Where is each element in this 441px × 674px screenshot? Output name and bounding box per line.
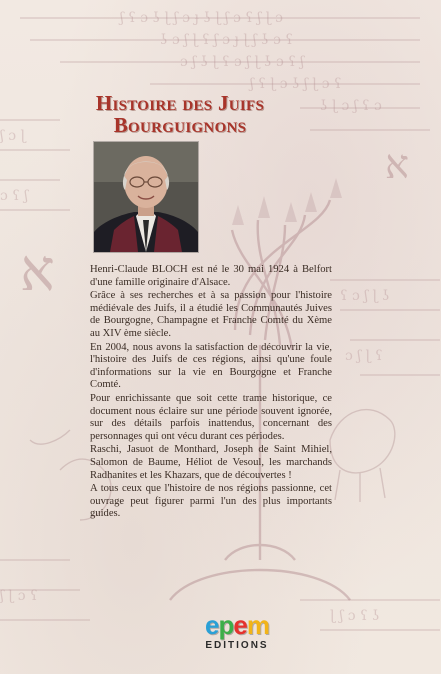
svg-text:ʃ ɭ ɔ ʕ: ʃ ɭ ɔ ʕ	[0, 588, 38, 604]
svg-text:א: א	[20, 236, 55, 304]
book-title	[70, 92, 290, 136]
paragraph-2: Grâce à ses recherches et à sa passion pour l'histoire médiévale des Juifs, il a étudié les Communautés Juives de Bourgogne, Champagne et Franche Comté du Xème au XIV ème siècle.	[90, 290, 332, 339]
title-line-1: Histoire des Juifs	[95, 91, 265, 115]
paragraph-1: Henri-Claude BLOCH est né le 30 mai 1924 à Belfort d'une famille originaire d'Alsace.	[90, 264, 332, 288]
svg-text:ɭ ʃ ɔ ʕ ʖ: ɭ ʃ ɔ ʕ ʖ	[330, 608, 380, 624]
logo-letter-1: e	[205, 610, 219, 640]
publisher-logo	[192, 612, 282, 662]
logo-letter-2: p	[218, 610, 234, 640]
svg-text:ʕ ɔ ʃ ɭ ʖ: ʕ ɔ ʃ ɭ ʖ	[340, 288, 390, 304]
publisher-logo-subtitle: EDITIONS	[205, 640, 269, 651]
logo-letter-3: e	[233, 610, 247, 640]
svg-text:ʃ ɔ ɭ: ʃ ɔ ɭ	[0, 128, 26, 144]
svg-text:ʃ ʕ ɭ ɔ ʖ ʃ ɭ ɔ ʕ: ʃ ʕ ɭ ɔ ʖ ʃ ɭ ɔ ʕ	[250, 76, 342, 92]
svg-text:ʖ ɔ ʃ ɭ ʕ ʃ ɔ ɟ ɭ ʃ ʖ ɔ ʕ: ʖ ɔ ʃ ɭ ʕ ʃ ɔ ɟ ɭ ʃ ʖ ɔ ʕ	[160, 32, 293, 48]
author-photo	[94, 142, 198, 252]
paragraph-4: Pour enrichissante que soit cette trame historique, ce document nous éclaire sur une période souvent ignorée, sur des détails parfois inattendus, concernant des personnages qui ont vécu durant ces périodes.	[90, 392, 332, 442]
svg-text:ɔ ʃ ʖ ɭ ʕ ɔ ʃ ɭ ʖ ɔ ʕ ʃ: ɔ ʃ ʖ ɭ ʕ ɔ ʃ ɭ ʖ ɔ ʕ ʃ	[180, 54, 305, 70]
svg-text:ʃ ʕ ɔ ʖ ɭ ʃ ɔ ɟ ʖ ɭ ʃ ɔ ʕ ʃ ɭ: ʃ ʕ ɔ ʖ ɭ ʃ ɔ ɟ ʖ ɭ ʃ ɔ ʕ ʃ ɭ ɔ	[120, 10, 283, 26]
paragraph-3: En 2004, nous avons la satisfaction de découvrir la vie, l'histoire des Juifs de ces régions, ainsi qu'une foule d'informations sur la vie en Bourgogne et Franche Comté.	[90, 341, 332, 391]
title-line-2: Bourguignons	[113, 113, 247, 137]
publisher-logo-mark	[192, 612, 282, 638]
svg-text:ʖ ɭ ɔ ʃ ʕ ɔ: ʖ ɭ ɔ ʃ ʕ ɔ	[320, 98, 382, 114]
paragraph-5: Raschi, Jasuot de Monthard, Joseph de Saint Mihiel, Salomon de Baume, Héliot de Vesoul, les marchands Radhanites et les Khazars, que de découvertes !	[90, 444, 332, 481]
paragraph-6: A tous ceux que l'histoire de nos régions passionne, cet ouvrage peut figurer parmi l'un des plus importants guides.	[90, 483, 332, 520]
svg-text:ɔ ʕ ʃ: ɔ ʕ ʃ	[0, 188, 29, 204]
logo-letter-4: m	[246, 610, 269, 640]
svg-text:ɔ ʃ ɭ ʕ: ɔ ʃ ɭ ʕ	[345, 348, 383, 364]
svg-text:א: א	[385, 142, 410, 188]
description-text	[90, 264, 332, 522]
